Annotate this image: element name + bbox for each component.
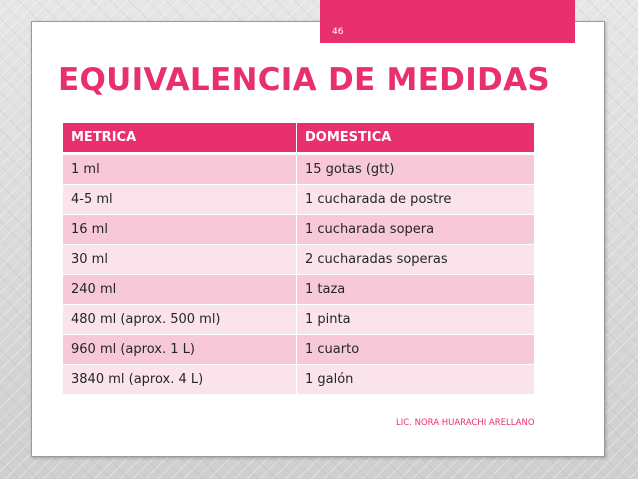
cell-domestica: 1 taza	[297, 275, 535, 305]
cell-metrica: 1 ml	[63, 154, 297, 185]
table-row	[63, 275, 535, 305]
cell-metrica: 30 ml	[63, 245, 297, 275]
cell-metrica: 3840 ml (aprox. 4 L)	[63, 365, 297, 395]
table-row	[63, 305, 535, 335]
page-number: 46	[332, 27, 344, 37]
cell-metrica: 4-5 ml	[63, 185, 297, 215]
header-metrica: METRICA	[63, 123, 297, 154]
author-footer: LIC. NORA HUARACHI ARELLANO	[396, 418, 535, 428]
cell-metrica: 960 ml (aprox. 1 L)	[63, 335, 297, 365]
table-row	[63, 185, 535, 215]
table-row	[63, 335, 535, 365]
cell-domestica: 1 cuarto	[297, 335, 535, 365]
cell-metrica: 240 ml	[63, 275, 297, 305]
header-domestica: DOMESTICA	[297, 123, 535, 154]
cell-domestica: 2 cucharadas soperas	[297, 245, 535, 275]
cell-metrica: 480 ml (aprox. 500 ml)	[63, 305, 297, 335]
cell-domestica: 1 cucharada sopera	[297, 215, 535, 245]
measures-table	[62, 122, 535, 395]
table-row	[63, 154, 535, 185]
cell-metrica: 16 ml	[63, 215, 297, 245]
page-number-tab	[320, 0, 575, 43]
cell-domestica: 15 gotas (gtt)	[297, 154, 535, 185]
slide-title: EQUIVALENCIA DE MEDIDAS	[58, 62, 551, 98]
cell-domestica: 1 galón	[297, 365, 535, 395]
table-row	[63, 215, 535, 245]
table-header-row	[63, 123, 535, 154]
table-row	[63, 245, 535, 275]
table-row	[63, 365, 535, 395]
cell-domestica: 1 pinta	[297, 305, 535, 335]
cell-domestica: 1 cucharada de postre	[297, 185, 535, 215]
